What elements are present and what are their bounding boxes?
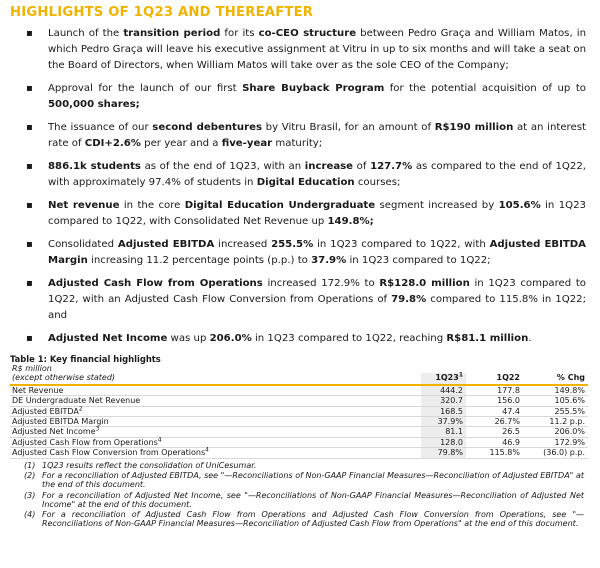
highlight-item: ▪ Launch of the transition period for its co-CEO structure between Pedro Graça and William Matos, in which Pedro Graça will leave his executive assignment at Vitru in up to six months and will take a seat on the Board of Directors, when William Matos will take over as the sole CEO of the Company; bbox=[26, 28, 586, 71]
value-1q23: 81.1 bbox=[421, 427, 466, 437]
unit-label: R$ million bbox=[12, 364, 52, 373]
row-label: Net Revenue bbox=[10, 385, 421, 396]
bullet-icon: ▪ bbox=[26, 161, 33, 172]
row-label: DE Undergraduate Net Revenue bbox=[10, 396, 421, 406]
footnote: (4) For a reconciliation of Adjusted Cash Flow from Operations and Adjusted Cash Flow Conversion from Operations, see "—Reconciliations of Non-GAAP Financial Measures—Reconciliation of Adjusted Cash Flow from Operations" at the end of this document. bbox=[24, 510, 584, 529]
value-chg: 11.2 p.p. bbox=[523, 417, 588, 427]
col-header-chg: % Chg bbox=[523, 373, 588, 384]
value-1q23: 168.5 bbox=[421, 406, 466, 416]
section-heading: HIGHLIGHTS OF 1Q23 AND THEREAFTER bbox=[10, 5, 314, 20]
value-1q22: 47.4 bbox=[466, 406, 523, 416]
col-header-1q22: 1Q22 bbox=[466, 373, 523, 384]
value-chg: 172.9% bbox=[523, 437, 588, 447]
value-1q22: 156.0 bbox=[466, 396, 523, 406]
bullet-icon: ▪ bbox=[26, 200, 33, 211]
value-chg: 255.5% bbox=[523, 406, 588, 416]
bullet-icon: ▪ bbox=[26, 239, 33, 250]
table-row bbox=[10, 437, 588, 447]
value-chg: 105.6% bbox=[523, 396, 588, 406]
footnotes bbox=[10, 461, 590, 529]
value-1q22: 177.8 bbox=[466, 385, 523, 396]
bullet-icon: ▪ bbox=[26, 278, 33, 289]
table-title: Table 1: Key financial highlights bbox=[10, 354, 161, 364]
value-chg: (36.0) p.p. bbox=[523, 448, 588, 458]
row-label: Adjusted Cash Flow from Operations$^4$ bbox=[10, 437, 421, 447]
table-unit-row bbox=[10, 364, 588, 373]
highlights-list bbox=[10, 26, 590, 347]
unit-note: (except otherwise stated) bbox=[10, 373, 421, 384]
highlight-item: ▪ Consolidated Adjusted EBITDA increased 255.5% in 1Q23 compared to 1Q22, with Adjusted EBITDA Margin increasing 11.2 percentage points (p.p.) to 37.9% in 1Q23 compared to 1Q22; bbox=[26, 239, 587, 266]
footnote: (2) For a reconciliation of Adjusted EBITDA, see "—Reconciliations of Non-GAAP Financial Measures—Reconciliation of Adjusted EBITDA" at the end of this document. bbox=[24, 470, 584, 490]
highlight-item: ▪ Adjusted Net Income was up 206.0% in 1Q23 compared to 1Q22, reaching R$81.1 million. bbox=[48, 331, 586, 347]
value-1q23: 128.0 bbox=[421, 437, 466, 447]
table-row bbox=[10, 406, 588, 416]
value-1q23: 444.2 bbox=[421, 385, 466, 396]
value-1q23: 79.8% bbox=[421, 448, 466, 458]
bullet-icon: ▪ bbox=[26, 333, 33, 344]
bullet-icon: ▪ bbox=[26, 28, 33, 39]
table-row bbox=[10, 448, 588, 458]
value-chg: 149.8% bbox=[523, 385, 588, 396]
value-1q22: 115.8% bbox=[466, 448, 523, 458]
value-1q23: 37.9% bbox=[421, 417, 466, 427]
col-header-1q23: $1Q23^1$ bbox=[421, 373, 466, 384]
row-label: Adjusted EBITDA$^2$ bbox=[10, 406, 421, 416]
value-chg: 206.0% bbox=[523, 427, 588, 437]
highlight-item: ▪ The issuance of our second debentures by Vitru Brasil, for an amount of R$190 million at an interest rate of CDI+2.6% per year and a five-year maturity; bbox=[26, 122, 586, 149]
table-row bbox=[10, 396, 588, 406]
value-1q22: 46.9 bbox=[466, 437, 523, 447]
table-row bbox=[10, 427, 588, 437]
highlight-item: ▪ Adjusted Cash Flow from Operations increased 172.9% to R$128.0 million in 1Q23 compared to 1Q22, with an Adjusted Cash Flow Conversion from Operations of 79.8% compared to 115.8% in 1Q22; and bbox=[26, 278, 587, 321]
highlight-item: ▪ Approval for the launch of our first Share Buyback Program for the potential acquisition of up to 500,000 shares; bbox=[26, 83, 586, 110]
row-label: Adjusted Net Income$^3$ bbox=[10, 427, 421, 437]
table-row bbox=[10, 385, 588, 396]
highlight-item: ▪ Net revenue in the core Digital Education Undergraduate segment increased by 105.6% in 1Q23 compared to 1Q22, with Consolidated Net Revenue up 149.8%; bbox=[26, 200, 587, 227]
highlight-item: ▪ 886.1k students as of the end of 1Q23, with an increase of 127.7% as compared to the end of 1Q22, with approximately 97.4% of students in Digital Education courses; bbox=[26, 161, 586, 188]
row-label: Adjusted EBITDA Margin bbox=[10, 417, 421, 427]
footnote: (3) For a reconciliation of Adjusted Net Income, see "—Reconciliations of Non-GAAP Financial Measures—Reconciliation of Adjusted Net Income" at the end of this document. bbox=[24, 490, 584, 509]
bullet-icon: ▪ bbox=[26, 83, 33, 94]
value-1q22: 26.5 bbox=[466, 427, 523, 437]
table-header-row bbox=[10, 373, 588, 384]
value-1q22: 26.7% bbox=[466, 417, 523, 427]
footnote: (1) 1Q23 results reflect the consolidation of UniCesumar. bbox=[24, 460, 257, 470]
bullet-icon: ▪ bbox=[26, 122, 33, 133]
row-label: Adjusted Cash Flow Conversion from Operations$^4$ bbox=[10, 448, 421, 458]
financial-highlights-table bbox=[10, 364, 588, 459]
value-1q23: 320.7 bbox=[421, 396, 466, 406]
